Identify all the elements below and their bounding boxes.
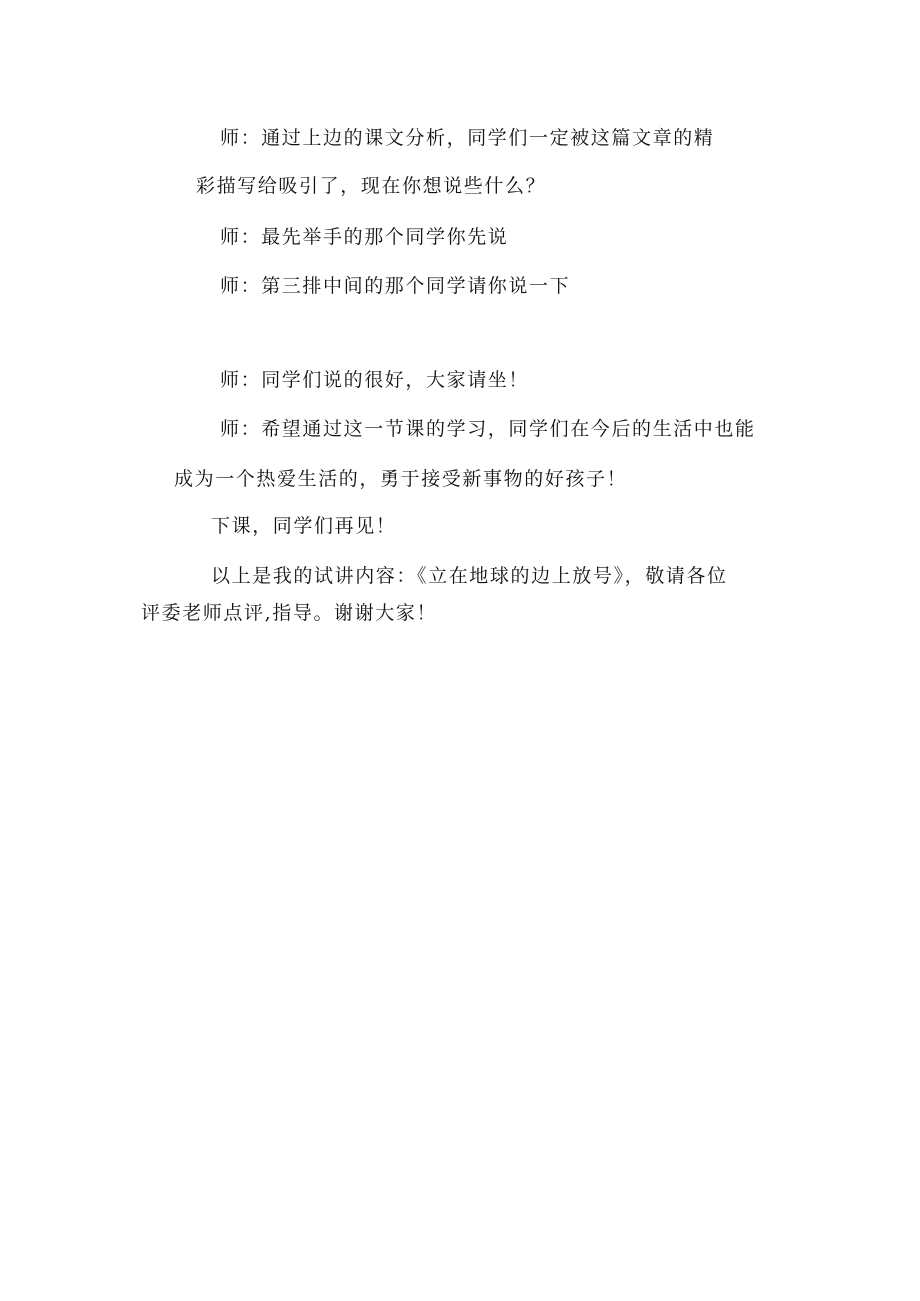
paragraph-line: 师：第三排中间的那个同学请你说一下: [220, 275, 571, 297]
paragraph-line: 师：同学们说的很好，大家请坐！: [220, 369, 530, 391]
paragraph-line: 评委老师点评,指导。谢谢大家！: [141, 602, 438, 624]
paragraph-line: 彩描写给吸引了，现在你想说些什么？: [196, 175, 547, 197]
paragraph-line: 师：通过上边的课文分析，同学们一定被这篇文章的精: [220, 127, 715, 149]
paragraph-line: 师：最先举手的那个同学你先说: [220, 226, 509, 248]
paragraph-line: 下课，同学们再见！: [211, 515, 397, 537]
paragraph-line: 师：希望通过这一节课的学习，同学们在今后的生活中也能: [220, 418, 756, 440]
paragraph-line: 以上是我的试讲内容：《立在地球的边上放号》，敬请各位: [211, 565, 728, 587]
paragraph-line: 成为一个热爱生活的，勇于接受新事物的好孩子！: [174, 468, 628, 490]
